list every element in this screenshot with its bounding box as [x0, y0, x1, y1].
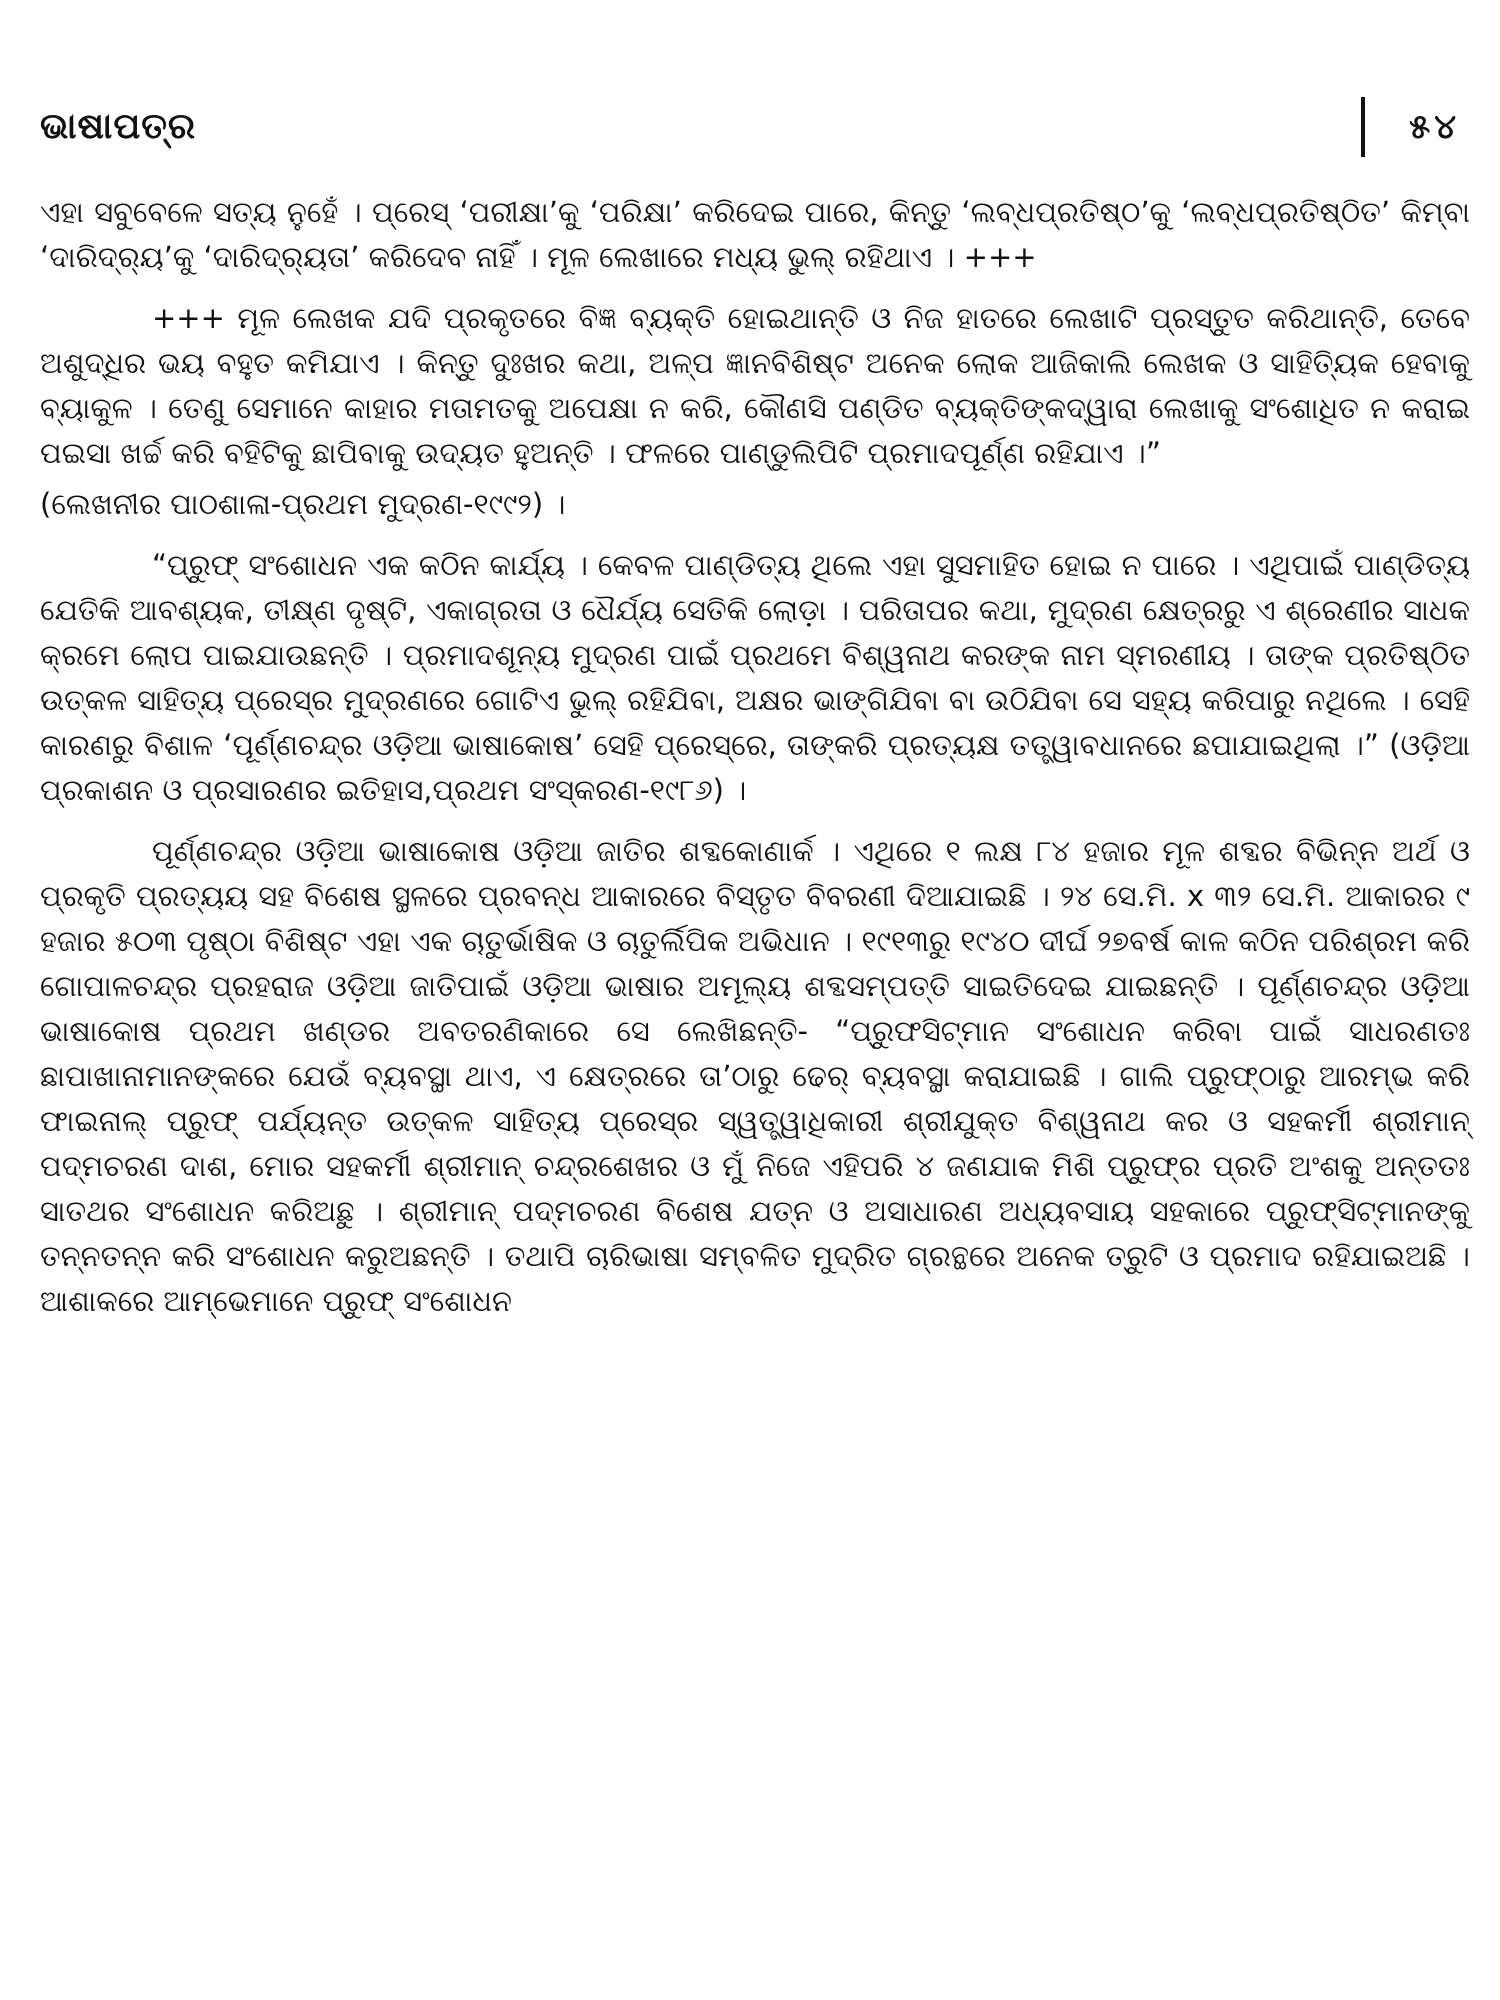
page-header — [40, 105, 1460, 165]
paragraph-3: “ପ୍ରୁଫ୍ ସଂଶୋଧନ ଏକ କଠିନ କାର୍ଯ୍ୟ । କେବଳ ପାଣ୍ଡିତ୍ୟ ଥିଲେ ଏହା ସୁସମାହିତ ହୋଇ ନ ପାରେ । ଏଥିପାଇଁ ପାଣ୍ଡିତ୍ୟ ଯେତିକି ଆବଶ୍ୟକ, ତୀକ୍ଷ୍ଣ ଦୃଷ୍ଟି, ଏକାଗ୍ରତା ଓ ଧୈର୍ଯ୍ୟ ସେତିକି ଲୋଡ଼ା । ପରିତାପର କଥା, ମୁଦ୍ରଣ କ୍ଷେତ୍ରରୁ ଏ ଶ୍ରେଣୀର ସାଧକ କ୍ରମେ ଲୋପ ପାଇଯାଉଛନ୍ତି । ପ୍ରମାଦଶୂନ୍ୟ ମୁଦ୍ରଣ ପାଇଁ ପ୍ରଥମେ ବିଶ୍ୱନାଥ କରଙ୍କ ନାମ ସ୍ମରଣୀୟ । ତାଙ୍କ ପ୍ରତିଷ୍ଠିତ ଉତ୍କଳ ସାହିତ୍ୟ ପ୍ରେସ୍‌ର ମୁଦ୍ରଣରେ ଗୋଟିଏ ଭୁଲ୍ ରହିଯିବା, ଅକ୍ଷର ଭାଙ୍ଗିଯିବା ବା ଉଠିଯିବା ସେ ସହ୍ୟ କରିପାରୁ ନଥିଲେ । ସେହି କାରଣରୁ ବିଶାଳ ‘ପୂର୍ଣ୍ଣଚନ୍ଦ୍ର ଓଡ଼ିଆ ଭାଷାକୋଷ’ ସେହି ପ୍ରେସ୍‌ରେ, ତାଙ୍କରି ପ୍ରତ୍ୟକ୍ଷ ତତ୍ତ୍ୱାବଧାନରେ ଛପାଯାଇଥିଲା ।” (ଓଡ଼ିଆ ପ୍ରକାଶନ ଓ ପ୍ରସାରଣର ଇତିହାସ,ପ୍ରଥମ ସଂସ୍କରଣ-୧୯୮୬) । — [40, 548, 1470, 807]
body-text — [40, 190, 1470, 1340]
running-title: ଭାଷାପତ୍ର — [40, 106, 197, 147]
paragraph-2: +++ ମୂଳ ଲେଖକ ଯଦି ପ୍ରକୃତରେ ବିଜ୍ଞ ବ୍ୟକ୍ତି ହୋଇଥାନ୍ତି ଓ ନିଜ ହାତରେ ଲେଖାଟି ପ୍ରସ୍ତୁତ କରିଥାନ୍ତି, ତେବେ ଅଶୁଦ୍ଧିର ଭୟ ବହୁତ କମିଯାଏ । କିନ୍ତୁ ଦୁଃଖର କଥା, ଅଳ୍ପ ଜ୍ଞାନବିଶିଷ୍ଟ ଅନେକ ଲୋକ ଆଜିକାଲି ଲେଖକ ଓ ସାହିତ୍ୟିକ ହେବାକୁ ବ୍ୟାକୁଳ । ତେଣୁ ସେମାନେ କାହାର ମତାମତକୁ ଅପେକ୍ଷା ନ କରି, କୌଣସି ପଣ୍ଡିତ ବ୍ୟକ୍ତିଙ୍କଦ୍ୱାରା ଲେଖାକୁ ସଂଶୋଧିତ ନ କରାଇ ପଇସା ଖର୍ଚ୍ଚ କରି ବହିଟିକୁ ଛାପିବାକୁ ଉଦ୍ୟତ ହୁଅନ୍ତି । ଫଳରେ ପାଣ୍ଡୁଲିପିଟି ପ୍ରମାଦପୂର୍ଣ୍ଣ ରହିଯାଏ ।” — [40, 301, 1470, 470]
paragraph-1: ଏହା ସବୁବେଳେ ସତ୍ୟ ନୁହେଁ । ପ୍ରେସ୍ ‘ପରୀକ୍ଷା’କୁ ‘ପରିକ୍ଷା’ କରିଦେଇ ପାରେ, କିନ୍ତୁ ‘ଲବ୍ଧପ୍ରତିଷ୍ଠ’କୁ ‘ଲବ୍ଧପ୍ରତିଷ୍ଠିତ’ କିମ୍ବା ‘ଦାରିଦ୍ର୍ୟ’କୁ ‘ଦାରିଦ୍ର୍ୟତା’ କରିଦେବ ନାହିଁ । ମୂଳ ଲେଖାରେ ମଧ୍ୟ ଭୁଲ୍ ରହିଥାଏ । +++ — [40, 195, 1470, 274]
paragraph-4: ପୂର୍ଣ୍ଣଚନ୍ଦ୍ର ଓଡ଼ିଆ ଭାଷାକୋଷ ଓଡ଼ିଆ ଜାତିର ଶବ୍ଦକୋଣାର୍କ । ଏଥିରେ ୧ ଲକ୍ଷ ୮୪ ହଜାର ମୂଳ ଶବ୍ଦର ବିଭିନ୍ନ ଅର୍ଥ ଓ ପ୍ରକୃତି ପ୍ରତ୍ୟୟ ସହ ବିଶେଷ ସ୍ଥଳରେ ପ୍ରବନ୍ଧ ଆକାରରେ ବିସ୍ତୃତ ବିବରଣୀ ଦିଆଯାଇଛି । ୨୪ ସେ.ମି. x ୩୨ ସେ.ମି. ଆକାରର ୯ ହଜାର ୫୦୩ ପୃଷ୍ଠା ବିଶିଷ୍ଟ ଏହା ଏକ ଚାତୁର୍ଭାଷିକ ଓ ଚାତୁର୍ଲିପିକ ଅଭିଧାନ । ୧୯୧୩ରୁ ୧୯୪୦ ଦୀର୍ଘ ୨୭ବର୍ଷ କାଳ କଠିନ ପରିଶ୍ରମ କରି ଗୋପାଳଚନ୍ଦ୍ର ପ୍ରହରାଜ ଓଡ଼ିଆ ଜାତିପାଇଁ ଓଡ଼ିଆ ଭାଷାର ଅମୂଲ୍ୟ ଶବ୍ଦସମ୍ପତ୍ତି ସାଇତିଦେଇ ଯାଇଛନ୍ତି । ପୂର୍ଣ୍ଣଚନ୍ଦ୍ର ଓଡ଼ିଆ ଭାଷାକୋଷ ପ୍ରଥମ ଖଣ୍ଡର ଅବତରଣିକାରେ ସେ ଲେଖିଛନ୍ତି- “ପ୍ରୁଫସିଟ୍‌ମାନ ସଂଶୋଧନ କରିବା ପାଇଁ ସାଧରଣତଃ ଛାପାଖାନାମାନଙ୍କରେ ଯେଉଁ ବ୍ୟବସ୍ଥା ଥାଏ, ଏ କ୍ଷେତ୍ରରେ ତା’ଠାରୁ ଢେର୍ ବ୍ୟବସ୍ଥା କରାଯାଇଛି । ଗାଲି ପ୍ରୁଫ୍‌ଠାରୁ ଆରମ୍ଭ କରି ଫାଇନାଲ୍ ପ୍ରୁଫ୍ ପର୍ଯ୍ୟନ୍ତ ଉତ୍କଳ ସାହିତ୍ୟ ପ୍ରେସ୍‌ର ସ୍ୱତ୍ତ୍ୱାଧିକାରୀ ଶ୍ରୀଯୁକ୍ତ ବିଶ୍ୱନାଥ କର ଓ ସହକର୍ମୀ ଶ୍ରୀମାନ୍ ପଦ୍ମଚରଣ ଦାଶ, ମୋର ସହକର୍ମୀ ଶ୍ରୀମାନ୍ ଚନ୍ଦ୍ରଶେଖର ଓ ମୁଁ ନିଜେ ଏହିପରି ୪ ଜଣଯାକ ମିଶି ପ୍ରୁଫ୍‌ର ପ୍ରତି ଅଂଶକୁ ଅନ୍ତତଃ ସାତଥର ସଂଶୋଧନ କରିଅଛୁ । ଶ୍ରୀମାନ୍ ପଦ୍ମଚରଣ ବିଶେଷ ଯତ୍ନ ଓ ଅସାଧାରଣ ଅଧ୍ୟବସାୟ ସହକାରେ ପ୍ରୁଫ୍‌ସିଟ୍‌ମାନଙ୍କୁ ତନ୍ନତନ୍ନ କରି ସଂଶୋଧନ କରୁଅଛନ୍ତି । ତଥାପି ଚାରିଭାଷା ସମ୍ବଳିତ ମୁଦ୍ରିତ ଗ୍ରନ୍ଥରେ ଅନେକ ତ୍ରୁଟି ଓ ପ୍ରମାଦ ରହିଯାଇଅଛି । ଆଶାକରେ ଆମ୍ଭେମାନେ ପ୍ରୁଫ୍ ସଂଶୋଧନ — [40, 834, 1470, 1318]
header-divider — [1361, 97, 1365, 157]
page-number: ୫୪ — [1408, 107, 1460, 147]
citation-1: (ଲେଖନୀର ପାଠଶାଳା-ପ୍ରଥମ ମୁଦ୍ରଣ-୧୯୯୨) । — [40, 487, 566, 521]
